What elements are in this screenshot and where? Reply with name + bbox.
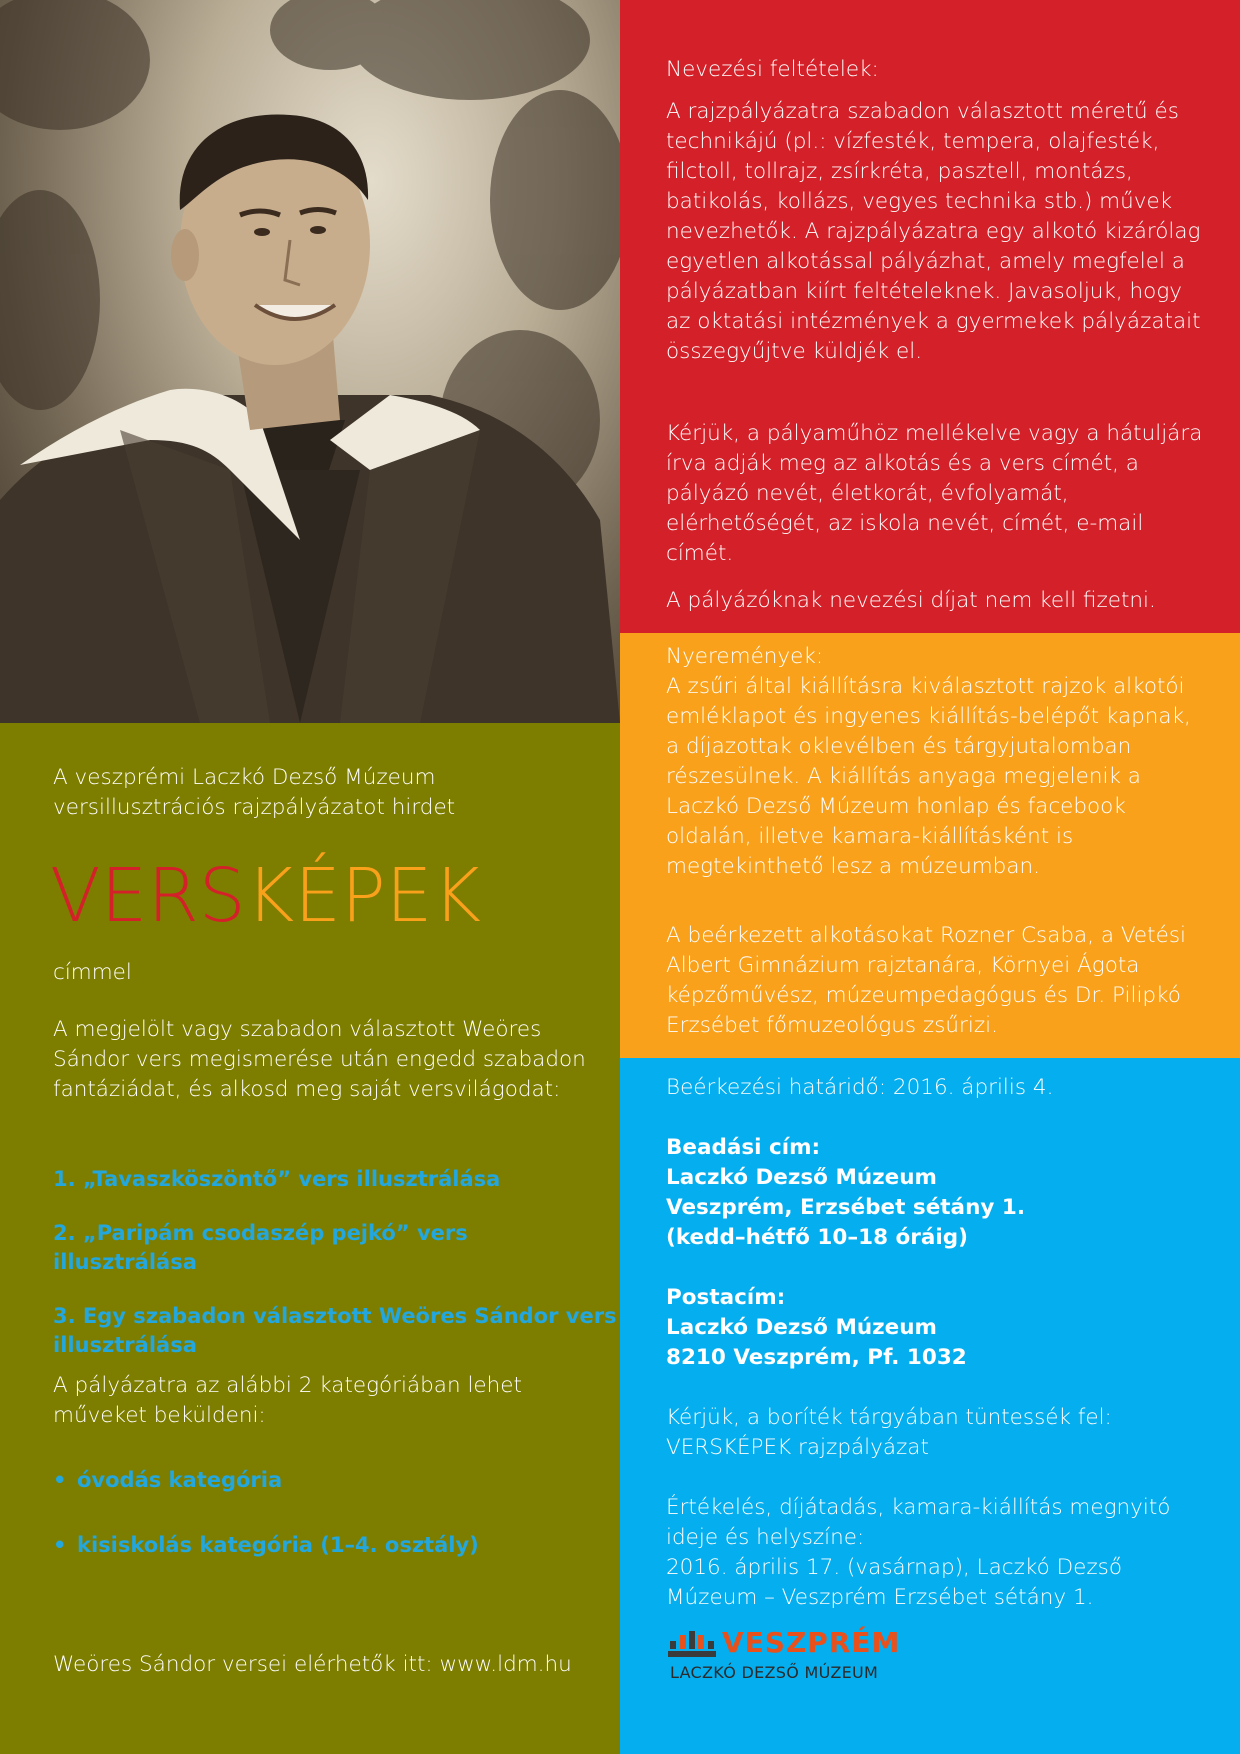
category-list <box>53 1466 593 1560</box>
prizes-panel <box>620 633 1240 1058</box>
poster-title <box>50 853 481 939</box>
event-line: Múzeum – Veszprém Erzsébet sétány 1. <box>666 1585 1094 1610</box>
task-list <box>53 1165 618 1385</box>
post-line: Laczkó Dezső Múzeum <box>666 1315 937 1340</box>
portrait-photo <box>0 0 620 723</box>
category-item: • óvodás kategória <box>53 1466 593 1495</box>
submit-address <box>666 1133 1206 1253</box>
portrait-illustration <box>0 0 620 723</box>
description-text: A megjelölt vagy szabadon választott Weöres Sándor vers megismerése után engedd szabadon fantáziádat, és alkosd meg saját versvilágodat: <box>53 1017 586 1102</box>
submit-line: Veszprém, Erzsébet sétány 1. <box>666 1195 1026 1220</box>
envelope-line: VERSKÉPEK rajzpályázat <box>666 1435 929 1460</box>
event-line: 2016. április 17. (vasárnap), Laczkó Dezső <box>666 1555 1123 1580</box>
event-info <box>666 1493 1206 1613</box>
info-panel <box>620 1058 1240 1754</box>
museum-logo <box>666 1623 926 1693</box>
logo-name: VESZPRÉM <box>722 1626 901 1659</box>
conditions-paragraph-2: Kérjük, a pályaműhöz mellékelve vagy a hátuljára írva adják meg az alkotás és a vers címét, a pályázó nevét, életkorát, évfolyamát, elérhetőségét, az iskola nevét, címét, e-mail címét. <box>666 421 1203 566</box>
submit-line: (kedd–hétfő 10–18 óráig) <box>666 1225 968 1250</box>
title-part-vers: VERS <box>50 853 246 939</box>
submit-line: Laczkó Dezső Múzeum <box>666 1165 937 1190</box>
task-item: 1. „Tavaszköszöntő” vers illusztrálása <box>53 1167 501 1191</box>
post-line: 8210 Veszprém, Pf. 1032 <box>666 1345 967 1370</box>
deadline-text: Beérkezési határidő: 2016. április 4. <box>666 1075 1054 1100</box>
envelope-line: Kérjük, a boríték tárgyában tüntessék fel: <box>666 1405 1112 1430</box>
left-panel <box>0 723 620 1754</box>
categories-intro: A pályázatra az alábbi 2 kategóriában lehet műveket beküldeni: <box>53 1373 522 1428</box>
intro-text: A veszprémi Laczkó Dezső Múzeum versillusztrációs rajzpályázatot hirdet <box>53 765 456 820</box>
task-item: 3. Egy szabadon választott Weöres Sándor vers illusztrálása <box>53 1304 617 1357</box>
logo-subtitle: LACZKÓ DEZSŐ MÚZEUM <box>670 1663 879 1682</box>
crown-icon <box>666 1629 718 1663</box>
subtitle-cimmel: címmel <box>53 960 132 985</box>
submit-label: Beadási cím: <box>666 1135 821 1160</box>
event-line: Értékelés, díjátadás, kamara-kiállítás megnyitó <box>666 1495 1171 1520</box>
conditions-paragraph-1: A rajzpályázatra szabadon választott méretű és technikájú (pl.: vízfesték, tempera, olajfesték, filctoll, tollrajz, zsírkréta, pasztell, montázs, batikolás, kollázs, vegyes technika stb.) művek nevezhetők. A rajzpályázatra egy alkotó kizárólag egyetlen alkotással pályázhat, amely megfelel a pályázatban kiírt feltételeknek. Javasoljuk, hogy az oktatási intézmények a gyermekek pályázatait összegyűjtve küldjék el. <box>666 99 1201 364</box>
conditions-paragraph-3: A pályázóknak nevezési díjat nem kell fizetni. <box>666 588 1156 613</box>
conditions-panel <box>620 0 1240 633</box>
conditions-heading: Nevezési feltételek: <box>666 57 879 82</box>
prizes-paragraph-2: A beérkezett alkotásokat Rozner Csaba, a Vetési Albert Gimnázium rajztanára, Környei Ágota képzőművész, múzeumpedagógus és Dr. Pilipkó Erzsébet főmuzeológus zsűrizi. <box>666 923 1186 1038</box>
prizes-heading: Nyeremények: <box>666 644 824 669</box>
title-part-kepek: KÉPEK <box>245 853 481 939</box>
task-item: 2. „Paripám csodaszép pejkó” vers illusztrálása <box>53 1221 468 1274</box>
prizes-paragraph-1: A zsűri által kiállításra kiválasztott rajzok alkotói emléklapot és ingyenes kiállítás-belépőt kapnak, a díjazottak oklevélben és tárgyjutalomban részesülnek. A kiállítás anyaga megjelenik a Laczkó Dezső Múzeum honlap és facebook oldalán, illetve kamara-kiállításként is megtekinthető lesz a múzeumban. <box>666 674 1191 879</box>
footer-link-text: Weöres Sándor versei elérhetők itt: www.ldm.hu <box>53 1652 572 1677</box>
category-item: • kisiskolás kategória (1–4. osztály) <box>53 1531 593 1560</box>
envelope-note <box>666 1403 1206 1463</box>
postal-address <box>666 1283 1206 1373</box>
event-line: ideje és helyszíne: <box>666 1525 865 1550</box>
post-label: Postacím: <box>666 1285 786 1310</box>
